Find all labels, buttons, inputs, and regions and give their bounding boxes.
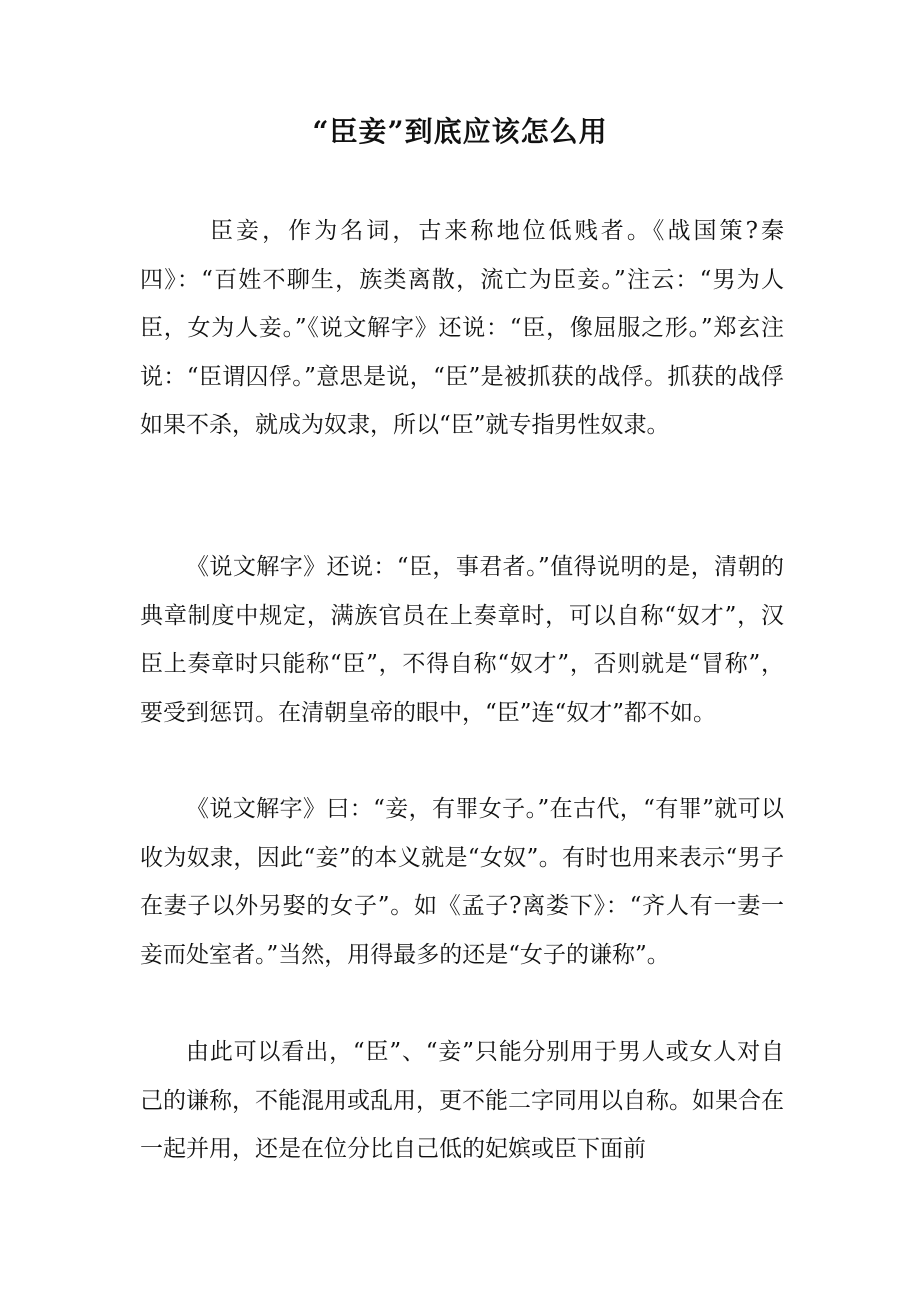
paragraph-1: 臣妾，作为名词，古来称地位低贱者。《战国策?秦四》：“百姓不聊生，族类离散，流亡为臣妾。”注云：“男为人臣，女为人妾。”《说文解字》还说：“臣，像屈服之形。”郑玄注说：“臣谓囚俘。”意思是说，“臣”是被抓获的战俘。抓获的战俘如果不杀，就成为奴隶，所以“臣”就专指男性奴隶。 [140, 218, 784, 438]
paragraph-2: 《说文解字》还说：“臣，事君者。”值得说明的是，清朝的典章制度中规定，满族官员在上奏章时，可以自称“奴才”，汉臣上奏章时只能称“臣”，不得自称“奴才”，否则就是“冒称”，要受到惩罚。在清朝皇帝的眼中，“臣”连“奴才”都不如。 [140, 554, 784, 726]
paragraph-3: 《说文解字》曰：“妾，有罪女子。”在古代，“有罪”就可以收为奴隶，因此“妾”的本义就是“女奴”。有时也用来表示“男子在妻子以外另娶的女子”。如《孟子?离娄下》：“齐人有一妻一妾而处室者。”当然，用得最多的还是“女子的谦称”。 [140, 796, 784, 968]
paragraph-4: 由此可以看出，“臣”、“妾”只能分别用于男人或女人对自己的谦称，不能混用或乱用，更不能二字同用以自称。如果合在一起并用，还是在位分比自己低的妃嫔或臣下面前 [140, 1039, 784, 1162]
page-title: “臣妾”到底应该怎么用 [312, 115, 608, 148]
